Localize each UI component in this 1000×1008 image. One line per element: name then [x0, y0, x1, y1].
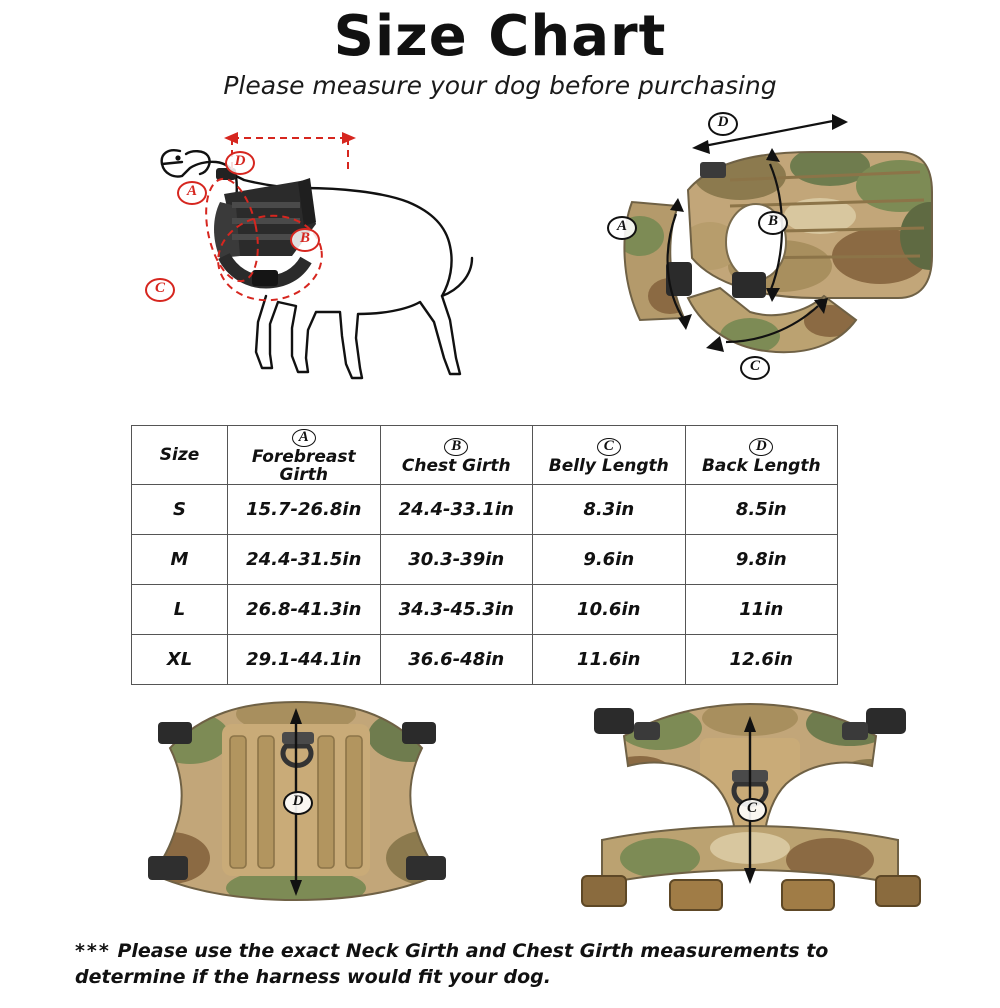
- cell-forebreast: 29.1-44.1in: [228, 635, 381, 685]
- open-buckle-right: [866, 708, 906, 734]
- harness-open-diagram: [550, 688, 950, 933]
- arrow-down-head-c: [744, 868, 756, 884]
- page-subtitle: Please measure your dog before purchasing: [223, 70, 777, 100]
- header-letter-a: A: [292, 429, 316, 447]
- cell-chest: 36.6-48in: [380, 635, 533, 685]
- d-ring-base: [282, 732, 314, 744]
- table-row: [132, 585, 838, 635]
- header-chest-label: Chest Girth: [401, 456, 511, 476]
- open-bottom-buckle-right: [876, 876, 920, 906]
- flat-buckle-top-right: [402, 722, 436, 744]
- cell-back: 8.5in: [685, 485, 838, 535]
- marker-a-harness: A: [607, 216, 637, 240]
- cell-back: 9.8in: [685, 535, 838, 585]
- footnote-stars: ***: [75, 940, 111, 962]
- header-chest: [380, 426, 533, 485]
- cell-belly: 11.6in: [533, 635, 686, 685]
- open-bottom-camo: [590, 818, 920, 898]
- header-letter-d: D: [749, 438, 773, 456]
- cell-forebreast: 15.7-26.8in: [228, 485, 381, 535]
- header-forebreast-label: Forebreast Girth: [251, 447, 356, 485]
- cell-chest: 30.3-39in: [380, 535, 533, 585]
- open-bottom-buckle-left: [582, 876, 626, 906]
- cell-size: M: [132, 535, 228, 585]
- open-slider-left: [634, 722, 660, 740]
- size-table-head: [132, 426, 838, 485]
- open-slider-right: [842, 722, 868, 740]
- marker-c-open: C: [737, 798, 767, 822]
- header-size: [132, 426, 228, 485]
- illustration-band-top: [0, 106, 1000, 406]
- cell-size: L: [132, 585, 228, 635]
- cell-chest: 24.4-33.1in: [380, 485, 533, 535]
- header-belly-label: Belly Length: [548, 456, 669, 476]
- arrow-d-head: [832, 114, 848, 130]
- header-letter-c: C: [597, 438, 621, 456]
- table-row: [132, 635, 838, 685]
- marker-a-dog: A: [177, 181, 207, 205]
- cell-back: 12.6in: [685, 635, 838, 685]
- marker-d-dog: D: [225, 151, 255, 175]
- illustration-band-bottom: [0, 688, 1000, 938]
- table-row: [132, 535, 838, 585]
- flat-buckle-bottom-right: [406, 856, 446, 880]
- marker-b-harness: B: [758, 211, 788, 235]
- marker-d-flat: D: [283, 791, 313, 815]
- dog-line-art: [120, 106, 520, 396]
- cell-belly: 8.3in: [533, 485, 686, 535]
- header-forebreast: [228, 426, 381, 485]
- header-size-label: Size: [159, 445, 200, 465]
- size-table: [131, 425, 838, 685]
- open-buckle-left: [594, 708, 634, 734]
- cell-size: XL: [132, 635, 228, 685]
- arrow-d-head2: [692, 140, 710, 154]
- harness-overlay-black: [214, 168, 316, 286]
- size-table-body: [132, 485, 838, 685]
- cell-back: 11in: [685, 585, 838, 635]
- footnote: [75, 938, 945, 990]
- cell-belly: 10.6in: [533, 585, 686, 635]
- page-title: Size Chart: [333, 4, 667, 69]
- harness-camo-art: [580, 106, 970, 396]
- cell-forebreast: 26.8-41.3in: [228, 585, 381, 635]
- harness-front-diagram: [580, 106, 970, 396]
- arrow-c-head: [706, 336, 724, 352]
- header-belly: [533, 426, 686, 485]
- size-table-wrapper: [131, 425, 838, 685]
- header-letter-b: B: [444, 438, 468, 456]
- cell-belly: 9.6in: [533, 535, 686, 585]
- table-row: [132, 485, 838, 535]
- buckle-center: [732, 272, 766, 298]
- marker-d-harness: D: [708, 112, 738, 136]
- header-back: [685, 426, 838, 485]
- open-bottom-buckle-center-right: [782, 880, 834, 910]
- header-back-label: Back Length: [701, 456, 821, 476]
- flat-buckle-top-left: [158, 722, 192, 744]
- flat-buckle-bottom-left: [148, 856, 188, 880]
- dog-diagram: [120, 106, 520, 396]
- cell-size: S: [132, 485, 228, 535]
- dog-eye: [175, 155, 180, 160]
- marker-c-harness: C: [740, 356, 770, 380]
- open-bottom-buckle-center-left: [670, 880, 722, 910]
- marker-c-dog: C: [145, 278, 175, 302]
- cell-chest: 34.3-45.3in: [380, 585, 533, 635]
- marker-b-dog: B: [290, 228, 320, 252]
- handle-top: [700, 162, 726, 178]
- cell-forebreast: 24.4-31.5in: [228, 535, 381, 585]
- harness-flat-diagram: [110, 688, 490, 933]
- table-header-row: [132, 426, 838, 485]
- footnote-text: Please use the exact Neck Girth and Chest Girth measurements to determine if the harness would fit your dog.: [75, 940, 829, 988]
